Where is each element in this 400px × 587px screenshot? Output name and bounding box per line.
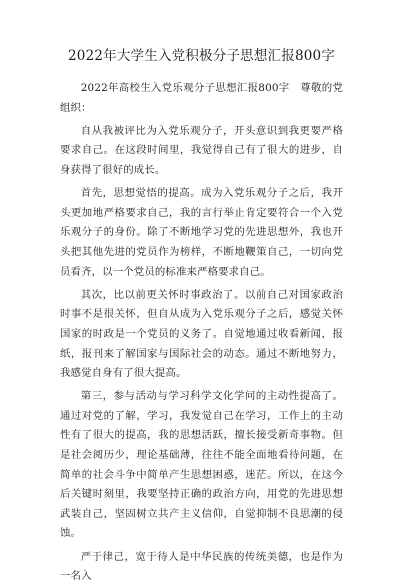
paragraph-third-point: 第三，参与活动与学习科学文化学问的主动性提高了。通过对党的了解，学习，我发觉自己在学习，工作上的主动性有了很大的提高，我的思想活跃，擅长接受新奇事物。但是社会阅历少，理论基础薄，往往不能全面地看待问题，在简单的社会斗争中简单产生思想困惑，迷茫。所以，在这今后关键时刻里，我要坚持正确的政治方向，用党的先进思想武装自己，坚固树立共产主义信仰，自觉抑制不良思潮的侵蚀。: [60, 390, 343, 540]
document-body: [60, 79, 343, 587]
paragraph-second-point: 其次，比以前更关怀时事政治了。以前自己对国家政治时事不是很关怀，但自从成为入党乐观分子之后，感觉关怀国家的时政是一个党员的义务了。自觉地通过收看新闻，报纸，报刊来了解国家与国际社会的动态。通过不断地努力，我感觉自身有了很大提高。: [60, 288, 343, 380]
paragraph-first-point: 首先，思想觉悟的提高。成为入党乐观分子之后，我开头更加地严格要求自己，我的言行举止肯定要符合一个入党乐观分子的身份。除了不断地学习党的先进思想外，我也开头把其他先进的党员作为榜样，不断地鞭策自己，一切向党员看齐，以一个党员的标准来严格要求自己。: [60, 187, 343, 278]
paragraph-discipline: 严于律己，宽于待人是中华民族的传统美德，也是作为一名入: [60, 550, 343, 583]
paragraph-intro: 自从我被评比为入党乐观分子，开头意识到我更要严格要求自己。在这段时间里，我觉得自己有了很大的进步，自身获得了很好的成长。: [60, 124, 343, 176]
paragraph-salutation: 2022年高校生入党乐观分子思想汇报800字 尊敬的党组织：: [60, 82, 343, 114]
document-title: 2022年大学生入党积极分子思想汇报800字: [67, 48, 336, 64]
